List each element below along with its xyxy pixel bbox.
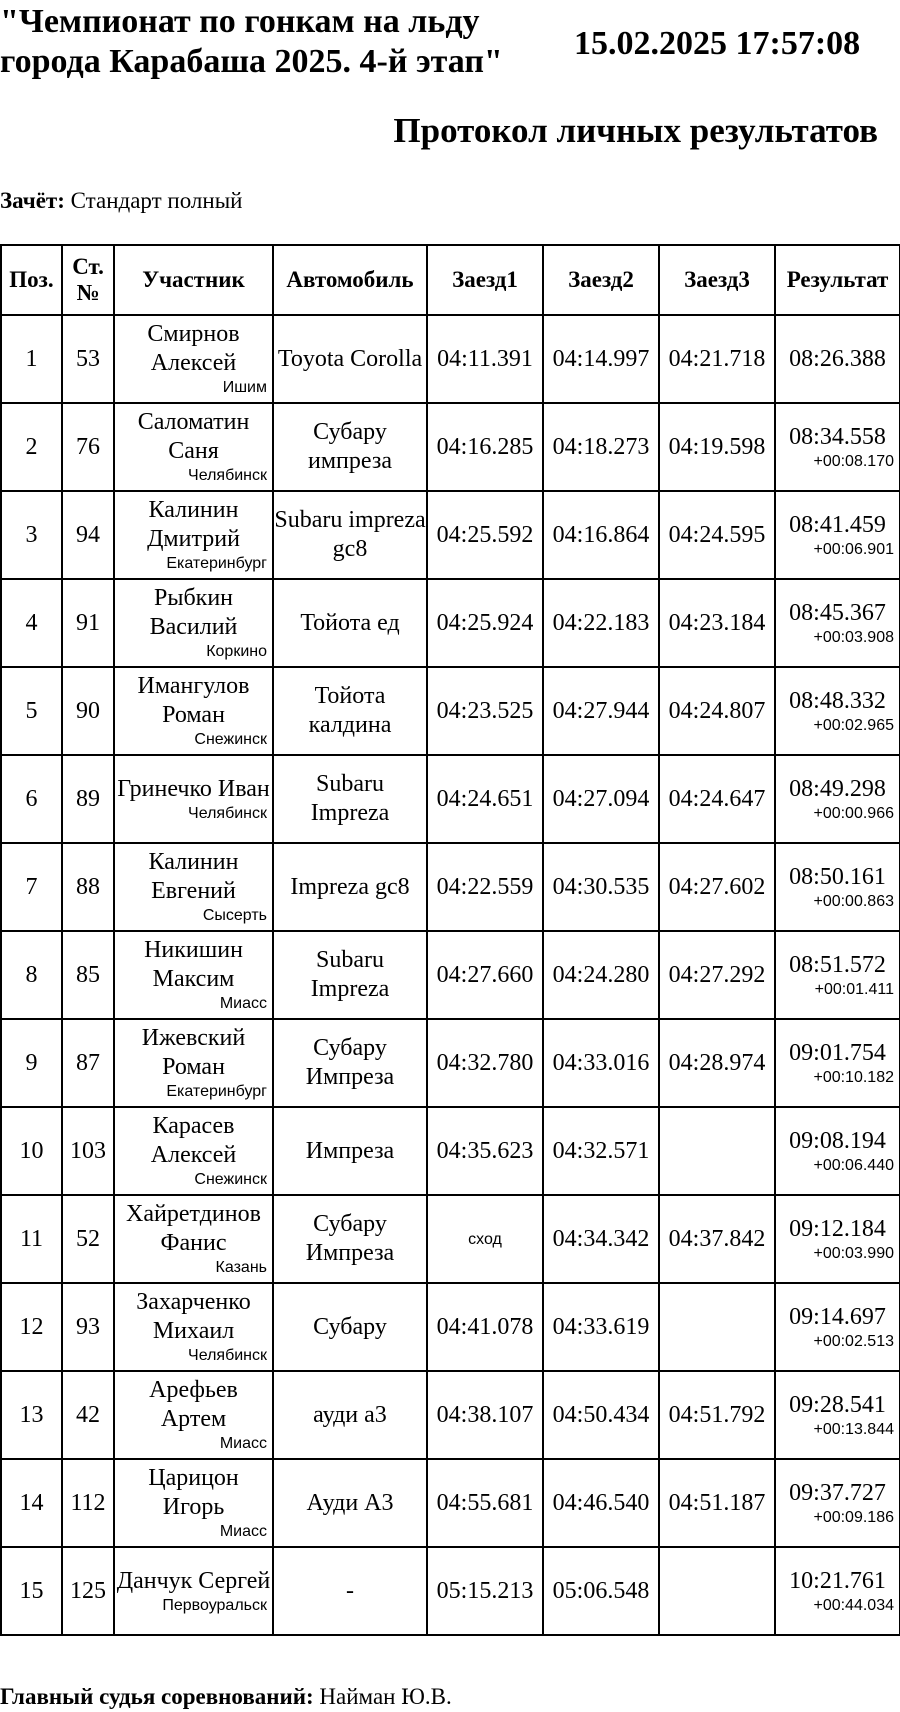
start-number-cell: 112 [62,1459,114,1547]
chief-judge-line [0,1682,452,1712]
run3-time-cell [659,1547,775,1635]
run1-time-cell: 04:35.623 [427,1107,543,1195]
table-row [1,491,900,579]
result-cell [775,755,900,843]
position-cell: 4 [1,579,62,667]
run3-time-cell: 04:19.598 [659,403,775,491]
result-gap: +00:44.034 [813,1596,894,1614]
table-row [1,1283,900,1371]
participant-cell [114,1547,273,1635]
result-cell [775,491,900,579]
start-number-cell: 90 [62,667,114,755]
result-gap: +00:06.440 [813,1156,894,1174]
car-cell: Субару [273,1283,427,1371]
participant-name: Карасев Алексей [150,1113,237,1168]
run2-time-cell: 04:24.280 [543,931,659,1019]
table-row [1,315,900,403]
position-cell: 2 [1,403,62,491]
position-cell: 11 [1,1195,62,1283]
col-header-run1: Заезд1 [427,245,543,315]
run3-time-cell: 04:24.647 [659,755,775,843]
start-number-cell: 42 [62,1371,114,1459]
run2-time-cell: 04:16.864 [543,491,659,579]
participant-cell [114,1195,273,1283]
position-cell: 10 [1,1107,62,1195]
run2-time-cell: 04:46.540 [543,1459,659,1547]
table-row [1,1195,900,1283]
car-cell: Impreza gc8 [273,843,427,931]
car-cell: Subaru Impreza [273,755,427,843]
run1-time-cell: 04:23.525 [427,667,543,755]
participant-city: Екатеринбург [166,555,267,572]
result-cell [775,667,900,755]
result-time: 08:50.161 [789,863,886,890]
run1-time-cell: сход [427,1195,543,1283]
results-body [1,315,900,1635]
run1-time-cell: 04:27.660 [427,931,543,1019]
result-cell [775,1459,900,1547]
start-number-cell: 94 [62,491,114,579]
result-gap: +00:02.965 [813,716,894,734]
position-cell: 12 [1,1283,62,1371]
result-time: 10:21.761 [789,1567,886,1594]
result-cell [775,931,900,1019]
result-time: 09:37.727 [789,1479,886,1506]
car-cell: Ауди А3 [273,1459,427,1547]
result-time: 09:01.754 [789,1039,886,1066]
result-time: 09:28.541 [789,1391,886,1418]
col-header-car: Автомобиль [273,245,427,315]
participant-city: Челябинск [188,467,267,484]
car-cell: Субару Импреза [273,1195,427,1283]
run3-time-cell [659,1283,775,1371]
car-cell: Subaru impreza gc8 [273,491,427,579]
run1-time-cell: 04:38.107 [427,1371,543,1459]
start-number-cell: 87 [62,1019,114,1107]
table-row [1,1459,900,1547]
run3-time-cell: 04:51.792 [659,1371,775,1459]
result-cell [775,1195,900,1283]
result-gap: +00:09.186 [813,1508,894,1526]
col-header-result: Результат [775,245,900,315]
run3-time-cell: 04:23.184 [659,579,775,667]
run1-time-cell: 04:25.592 [427,491,543,579]
table-row [1,843,900,931]
run1-time-cell: 04:24.651 [427,755,543,843]
participant-city: Сысерть [202,907,267,924]
run3-time-cell: 04:37.842 [659,1195,775,1283]
standing-label: Зачёт: [0,188,65,213]
position-cell: 14 [1,1459,62,1547]
participant-name: Царицон Игорь [148,1465,239,1520]
result-cell [775,843,900,931]
participant-cell [114,843,273,931]
result-gap: +00:03.908 [813,628,894,646]
car-cell: - [273,1547,427,1635]
run3-time-cell: 04:51.187 [659,1459,775,1547]
run2-time-cell: 04:22.183 [543,579,659,667]
col-header-participant: Участник [114,245,273,315]
participant-city: Коркино [206,643,267,660]
participant-cell [114,931,273,1019]
result-time: 09:12.184 [789,1215,886,1242]
participant-cell [114,1371,273,1459]
result-time: 08:26.388 [789,345,886,372]
car-cell: Импреза [273,1107,427,1195]
run1-time-cell: 04:32.780 [427,1019,543,1107]
car-cell: Toyota Corolla [273,315,427,403]
start-number-cell: 91 [62,579,114,667]
result-gap: +00:08.170 [813,452,894,470]
result-time: 08:45.367 [789,599,886,626]
table-row [1,667,900,755]
run2-time-cell: 04:32.571 [543,1107,659,1195]
table-row [1,1107,900,1195]
participant-cell [114,1283,273,1371]
header-row [1,245,900,315]
participant-cell [114,1019,273,1107]
run2-time-cell: 04:30.535 [543,843,659,931]
run2-time-cell: 04:18.273 [543,403,659,491]
participant-cell [114,315,273,403]
car-cell: Субару импреза [273,403,427,491]
run3-time-cell: 04:28.974 [659,1019,775,1107]
start-number-cell: 52 [62,1195,114,1283]
participant-name: Калинин Евгений [148,849,239,904]
run1-time-cell: 04:11.391 [427,315,543,403]
participant-city: Миасс [219,995,267,1012]
table-row [1,403,900,491]
standing-value: Стандарт полный [70,188,243,213]
results-table [0,244,900,1636]
table-row [1,579,900,667]
participant-name: Ижевский Роман [141,1025,246,1080]
result-time: 09:14.697 [789,1303,886,1330]
participant-city: Челябинск [188,804,267,822]
participant-name: Гринечко Иван [117,775,270,802]
table-row [1,1547,900,1635]
start-number-cell: 53 [62,315,114,403]
result-time: 08:41.459 [789,511,886,538]
position-cell: 8 [1,931,62,1019]
participant-city: Ишим [222,379,267,396]
result-time: 09:08.194 [789,1127,886,1154]
result-gap: +00:02.513 [813,1332,894,1350]
table-row [1,755,900,843]
participant-city: Миасс [219,1523,267,1540]
run2-time-cell: 04:33.016 [543,1019,659,1107]
participant-name: Саломатин Саня [137,409,250,464]
start-number-cell: 88 [62,843,114,931]
chief-judge-name: Найман Ю.В. [319,1684,452,1709]
participant-name: Хайретдинов Фанис [126,1201,261,1256]
result-cell [775,1371,900,1459]
run1-time-cell: 04:16.285 [427,403,543,491]
car-cell: ауди а3 [273,1371,427,1459]
table-row [1,1019,900,1107]
participant-city: Миасс [219,1435,267,1452]
result-cell [775,1019,900,1107]
result-gap: +00:03.990 [813,1244,894,1262]
run2-time-cell: 05:06.548 [543,1547,659,1635]
run3-time-cell [659,1107,775,1195]
event-title: "Чемпионат по гонкам на льду города Карабаша 2025. 4-й этап" [0,3,503,80]
participant-city: Первоуральск [162,1596,267,1614]
run1-time-cell: 04:25.924 [427,579,543,667]
result-cell [775,403,900,491]
start-number-cell: 76 [62,403,114,491]
result-gap: +00:00.863 [813,892,894,910]
run1-time-cell: 05:15.213 [427,1547,543,1635]
position-cell: 15 [1,1547,62,1635]
participant-cell [114,1107,273,1195]
result-cell [775,1283,900,1371]
participant-city: Казань [215,1259,267,1276]
participant-name: Калинин Дмитрий [147,497,240,552]
protocol-subtitle: Протокол личных результатов [393,111,878,150]
car-cell: Subaru Impreza [273,931,427,1019]
run2-time-cell: 04:27.094 [543,755,659,843]
participant-cell [114,491,273,579]
col-header-position: Поз. [1,245,62,315]
participant-cell [114,1459,273,1547]
participant-name: Данчук Сергей [116,1567,271,1594]
position-cell: 9 [1,1019,62,1107]
participant-name: Захарченко Михаил [136,1289,251,1344]
start-number-cell: 89 [62,755,114,843]
run2-time-cell: 04:50.434 [543,1371,659,1459]
car-cell: Тойота ед [273,579,427,667]
participant-name: Никишин Максим [144,937,243,992]
run2-time-cell: 04:33.619 [543,1283,659,1371]
participant-cell [114,667,273,755]
start-number-cell: 85 [62,931,114,1019]
run2-time-cell: 04:14.997 [543,315,659,403]
car-cell: Субару Импреза [273,1019,427,1107]
table-row [1,931,900,1019]
participant-city: Челябинск [188,1347,267,1364]
position-cell: 7 [1,843,62,931]
run3-time-cell: 04:24.807 [659,667,775,755]
protocol-datetime: 15.02.2025 17:57:08 [574,25,861,62]
result-gap: +00:10.182 [813,1068,894,1086]
start-number-cell: 125 [62,1547,114,1635]
participant-cell [114,755,273,843]
col-header-run3: Заезд3 [659,245,775,315]
run1-time-cell: 04:41.078 [427,1283,543,1371]
participant-cell [114,579,273,667]
result-gap: +00:06.901 [813,540,894,558]
run3-time-cell: 04:24.595 [659,491,775,579]
participant-name: Арефьев Артем [149,1377,238,1432]
result-gap: +00:01.411 [814,980,894,998]
run2-time-cell: 04:34.342 [543,1195,659,1283]
result-time: 08:34.558 [789,423,886,450]
position-cell: 5 [1,667,62,755]
run3-time-cell: 04:21.718 [659,315,775,403]
participant-city: Снежинск [194,1171,267,1188]
result-gap: +00:13.844 [813,1420,894,1438]
standing-line [0,186,242,216]
table-row [1,1371,900,1459]
result-cell [775,1107,900,1195]
position-cell: 6 [1,755,62,843]
start-number-cell: 93 [62,1283,114,1371]
participant-city: Снежинск [194,731,267,748]
participant-name: Имангулов Роман [137,673,250,728]
participant-cell [114,403,273,491]
result-cell [775,579,900,667]
participant-name: Рыбкин Василий [149,585,238,640]
result-cell [775,315,900,403]
position-cell: 3 [1,491,62,579]
col-header-start-number: Ст. № [62,245,114,315]
run3-time-cell: 04:27.602 [659,843,775,931]
run1-time-cell: 04:55.681 [427,1459,543,1547]
col-header-run2: Заезд2 [543,245,659,315]
run2-time-cell: 04:27.944 [543,667,659,755]
run3-time-cell: 04:27.292 [659,931,775,1019]
result-time: 08:49.298 [789,775,886,802]
result-time: 08:51.572 [789,951,886,978]
result-gap: +00:00.966 [813,804,894,822]
result-cell [775,1547,900,1635]
position-cell: 13 [1,1371,62,1459]
participant-name: Смирнов Алексей [147,321,240,376]
chief-judge-label: Главный судья соревнований: [0,1684,314,1709]
position-cell: 1 [1,315,62,403]
result-time: 08:48.332 [789,687,886,714]
run1-time-cell: 04:22.559 [427,843,543,931]
car-cell: Тойота калдина [273,667,427,755]
start-number-cell: 103 [62,1107,114,1195]
participant-city: Екатеринбург [166,1083,267,1100]
